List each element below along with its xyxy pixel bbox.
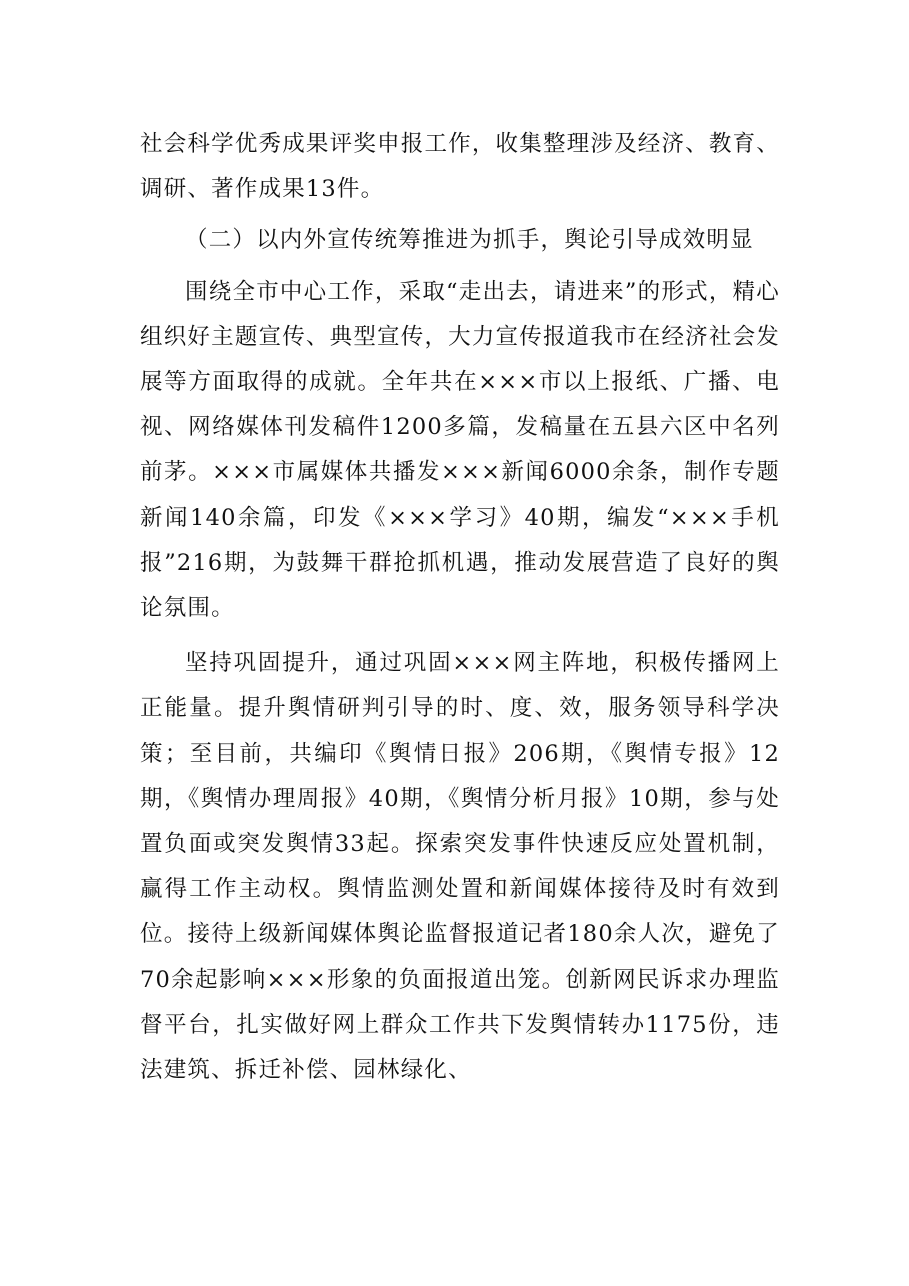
document-body [140,122,780,1093]
section-heading: （二）以内外宣传统筹推进为抓手，舆论引导成效明显 [185,227,754,254]
paragraph-public-opinion: 坚持巩固提升，通过巩固×××网主阵地，积极传播网上正能量。提升舆情研判引导的时、度、效，服务领导科学决策；至目前，共编印《舆情日报》206期，《舆情专报》12期，《舆情办理周报》40期，《舆情分析月报》10期，参与处置负面或突发舆情33起。探索突发事件快速反应处置机制，赢得工作主动权。舆情监测处置和新闻媒体接待及时有效到位。接待上级新闻媒体舆论监督报道记者180余人次，避免了70余起影响×××形象的负面报道出笼。创新网民诉求办理监督平台，扎实做好网上群众工作共下发舆情转办1175份，违法建筑、拆迁补偿、园林绿化、 [140,650,780,1084]
paragraph-publicity: 围绕全市中心工作，采取“走出去，请进来”的形式，精心组织好主题宣传、典型宣传，大力宣传报道我市在经济社会发展等方面取得的成就。全年共在×××市以上报纸、广播、电视、网络媒体刊发稿件1200多篇，发稿量在五县六区中名列前茅。×××市属媒体共播发×××新闻6000余条，制作专题新闻140余篇，印发《×××学习》40期，编发“×××手机报”216期，为鼓舞干群抢抓机遇，推动发展营造了良好的舆论氛围。 [140,278,780,622]
paragraph-achievements: 社会科学优秀成果评奖申报工作，收集整理涉及经济、教育、调研、著作成果13件。 [140,131,780,203]
